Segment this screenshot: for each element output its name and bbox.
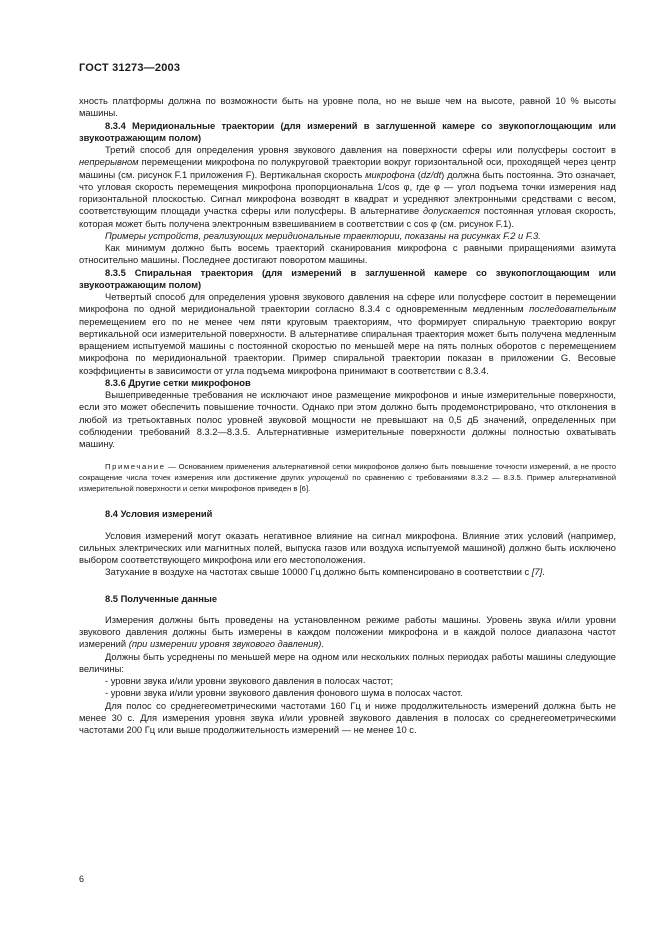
section-heading-8-3-5: 8.3.5 Спиральная траектория (для измерений в заглушенной камере со звукопоглощающим или звукоотражающим полом) xyxy=(79,267,616,290)
list-item: - уровни звука и/или уровни звукового давления в полосах частот; xyxy=(105,676,394,687)
note: Примечание — Основанием применения альтернативной сетки микрофонов должно быть повышение точности измерений, а не просто сокращение числа точек измерения или достижение других упрощений по сравнению с требованиями 8.3.2 — 8.3.5. Пример альтернативной измерительной поверхности и сетки микрофонов приведен в [6]. xyxy=(79,462,616,493)
paragraph: Как минимум должно быть восемь траекторий сканирования микрофона с равными приращениями азимута относительно машины. Последнее достигают поворотом машины. xyxy=(79,243,616,266)
section-heading-8-3-6: 8.3.6 Другие сетки микрофонов xyxy=(105,377,251,388)
paragraph: Для полос со среднегеометрическими частотами 160 Гц и ниже продолжительность измерений должна быть не менее 30 с. Для измерения уровня звука и/или уровней звукового давления в полосах со среднегеометрическими частотами 200 Гц или выше продолжительность измерений — не менее 10 с. xyxy=(79,700,616,736)
page-number: 6 xyxy=(79,874,85,884)
document-header: ГОСТ 31273—2003 xyxy=(79,62,181,74)
section-heading-8-5: 8.5 Полученные данные xyxy=(105,593,218,604)
section-heading-8-4: 8.4 Условия измерений xyxy=(105,509,213,520)
paragraph: Вышеприведенные требования не исключают иное размещение микрофонов и иные измерительные поверхности, если это может обеспечить повышение точности. Однако при этом должно быть продемонстрировано, что отклонения в любой из третьоктавных полос уровней звуковой мощности не превышают на 0,5 дБ значений, определенных при соблюдении требований 8.3.2—8.3.5. Альтернативные измерительные поверхности должны полностью охватывать машину. xyxy=(79,390,616,449)
paragraph: Условия измерений могут оказать негативное влияние на сигнал микрофона. Влияние этих условий (например, сильных электрических или магнитных полей, выпуска газов или воздуха испытуемой машиной) должно быть исключено выбором соответствующего микрофона или его местоположения. xyxy=(79,530,616,566)
paragraph: Третий способ для определения уровня звукового давления на поверхности сферы или полусферы состоит в непрерывном перемещении микрофона по полукруговой траектории вокруг горизонтальной оси, проходящей через центр машины (см. рисунок F.1 приложения F). Вертикальная скорость микрофона (dz/dt) должна быть постоянна. Это означает, что угловая скорость перемещения микрофона пропорциональна 1/cos φ, где φ — угол подъема точки измерения над горизонтальной плоскостью. Сигнал микрофона возводят в квадрат и усредняют электронными средствами с весом, соответствующим площади участка сферы или полусферы. В альтернативе допускается постоянная угловая скорость, которая может быть получена электронным взвешиванием в соответствии с cos φ (см. рисунок F.1). xyxy=(79,145,617,229)
paragraph: Четвертый способ для определения уровня звукового давления на сфере или полусфере состоит в перемещении микрофона по одной меридиональной траектории согласно 8.3.4 с одновременным медленным последовательным перемещением его по не менее чем пяти круговым траекториям, что формирует спиральную траекторию вокруг вертикальной оси измерительной поверхности. В альтернативе спиральная траектория может быть получена медленным вращением испытуемой машины с постоянной скоростью по меньшей мере на пять полных оборотов с перемещением микрофона по меридиональной траектории. Пример спиральной траектории показан в приложении G. Весовые коэффициенты в зависимости от угла подъема микрофона принимают в соответствии с 8.3.4. xyxy=(79,292,616,376)
document-body xyxy=(79,95,616,736)
paragraph: Примеры устройств, реализующих меридиональные траектории, показаны на рисунках F.2 и F.3. xyxy=(105,230,541,241)
paragraph: хность платформы должна по возможности быть на уровне пола, но не выше чем на высоте, равной 10 % высоты машины. xyxy=(79,96,616,119)
paragraph: Затухание в воздухе на частотах свыше 10000 Гц должно быть компенсировано в соответствии с [7]. xyxy=(105,567,545,578)
section-heading-8-3-4: 8.3.4 Меридиональные траектории (для измерений в заглушенной камере со звукопоглощающим или звукоотражающим полом) xyxy=(79,120,616,143)
paragraph: Должны быть усреднены по меньшей мере на одном или нескольких полных периодах работы машины следующие величины: xyxy=(79,651,616,674)
list-item: - уровни звука и/или уровни звукового давления фонового шума в полосах частот. xyxy=(105,688,463,699)
paragraph: Измерения должны быть проведены на установленном режиме работы машины. Уровень звука и/или уровни звукового давления должны быть измерены в каждом положении микрофона и в каждой полосе диапазона частот измерений (при измерении уровня звукового давления). xyxy=(79,614,616,650)
